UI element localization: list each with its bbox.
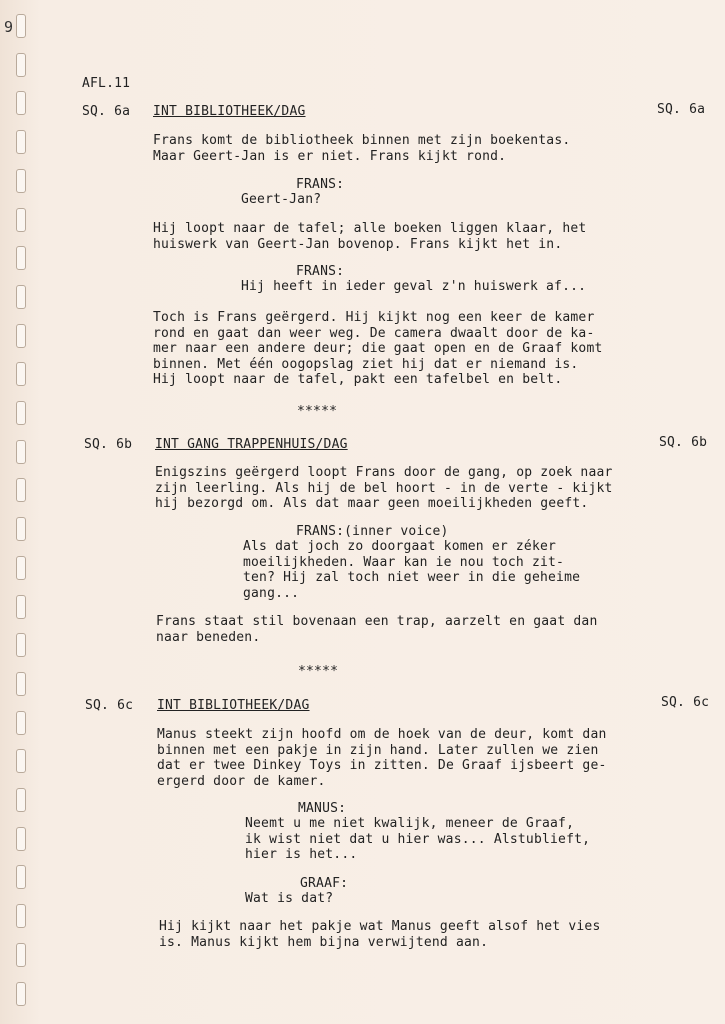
page-number: 9 [4, 18, 14, 36]
action-text: Hij kijkt naar het pakje wat Manus geeft alsof het vies is. Manus kijkt hem bijna verwijtend aan. [159, 919, 601, 950]
binder-hole [16, 672, 26, 696]
character-name: MANUS: [298, 801, 347, 816]
binder-hole [16, 982, 26, 1006]
binder-hole [16, 749, 26, 773]
binder-hole [16, 440, 26, 464]
action-text: Manus steekt zijn hoofd om de hoek van de deur, komt dan binnen met een pakje in zijn hand. Later zullen we zien dat er twee Dinkey Toys in zitten. De Graaf ijsbeert ge- ergerd door de kamer. [157, 727, 607, 789]
binder-hole [16, 517, 26, 541]
binder-hole [16, 246, 26, 270]
character-name: FRANS:(inner voice) [296, 524, 449, 539]
scene-heading: INT BIBLIOTHEEK/DAG [153, 104, 306, 119]
scene-label-right: SQ. 6c [661, 695, 710, 710]
binder-hole [16, 478, 26, 502]
action-text: Enigszins geërgerd loopt Frans door de gang, op zoek naar zijn leerling. Als hij de bel hoort - in de verte - kijkt hij bezorgd om. Als dat maar geen moeilijkheden geeft. [155, 465, 613, 511]
scene-separator: ***** [298, 664, 339, 679]
binder-hole [16, 865, 26, 889]
binder-hole [16, 595, 26, 619]
character-name: FRANS: [296, 264, 345, 279]
binder-holes [10, 0, 32, 1024]
character-name: FRANS: [296, 177, 345, 192]
binder-hole [16, 91, 26, 115]
scene-label-left: SQ. 6b [84, 437, 133, 452]
action-text: Hij loopt naar de tafel; alle boeken liggen klaar, het huiswerk van Geert-Jan bovenop. Frans kijkt het in. [153, 221, 587, 252]
dialogue-text: Neemt u me niet kwalijk, meneer de Graaf, ik wist niet dat u hier was... Alstublieft, hier is het... [245, 816, 591, 862]
action-text: Frans staat stil bovenaan een trap, aarzelt en gaat dan naar beneden. [156, 614, 598, 645]
dialogue-text: Hij heeft in ieder geval z'n huiswerk af... [241, 279, 587, 294]
scene-heading: INT GANG TRAPPENHUIS/DAG [155, 437, 348, 452]
binder-hole [16, 401, 26, 425]
scene-separator: ***** [297, 404, 338, 419]
action-text: Frans komt de bibliotheek binnen met zijn boekentas. Maar Geert-Jan is er niet. Frans kijkt rond. [153, 133, 571, 164]
binder-hole [16, 827, 26, 851]
binder-hole [16, 130, 26, 154]
scene-label-right: SQ. 6b [659, 435, 708, 450]
binder-hole [16, 169, 26, 193]
character-name: GRAAF: [300, 876, 349, 891]
binder-hole [16, 904, 26, 928]
dialogue-text: Als dat joch zo doorgaat komen er zéker moeilijkheden. Waar kan ie nou toch zit- ten? Hij zal toch niet weer in die geheime gang... [243, 539, 581, 601]
binder-hole [16, 633, 26, 657]
binder-hole [16, 556, 26, 580]
binder-hole [16, 362, 26, 386]
episode-label: AFL.11 [82, 76, 131, 91]
scene-label-left: SQ. 6a [82, 104, 131, 119]
binder-hole [16, 943, 26, 967]
scene-heading: INT BIBLIOTHEEK/DAG [157, 698, 310, 713]
dialogue-text: Wat is dat? [245, 891, 334, 906]
scene-label-left: SQ. 6c [85, 698, 134, 713]
action-text: Toch is Frans geërgerd. Hij kijkt nog een keer de kamer rond en gaat dan weer weg. De camera dwaalt door de ka- mer naar een andere deur; die gaat open en de Graaf komt binnen. Met één oogopslag ziet hij dat er niemand is. Hij loopt naar de tafel, pakt een tafelbel en belt. [153, 310, 603, 387]
binder-hole [16, 53, 26, 77]
binder-hole [16, 324, 26, 348]
binder-hole [16, 14, 26, 38]
binder-hole [16, 711, 26, 735]
dialogue-text: Geert-Jan? [241, 192, 322, 207]
binder-hole [16, 285, 26, 309]
binder-hole [16, 208, 26, 232]
binder-hole [16, 788, 26, 812]
scene-label-right: SQ. 6a [657, 102, 706, 117]
